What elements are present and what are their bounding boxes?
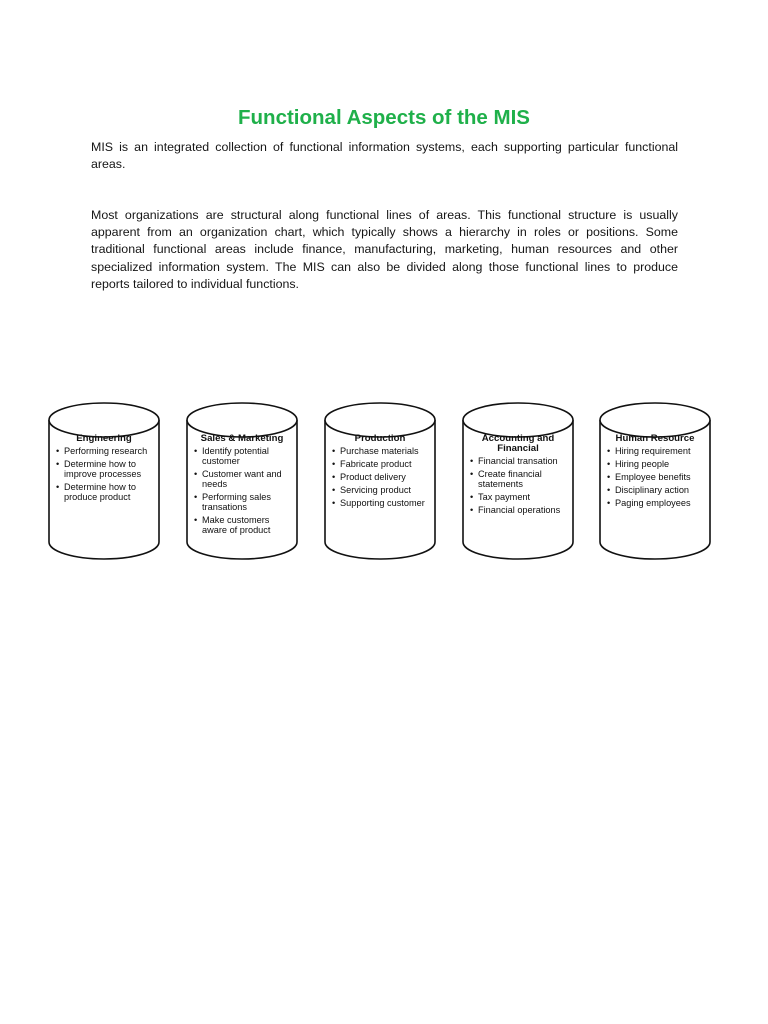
list-item: • Fabricate product	[328, 459, 432, 469]
list-item: • Disciplinary action	[603, 485, 707, 495]
list-item: • Performing research	[52, 446, 156, 456]
list-item: • Paging employees	[603, 498, 707, 508]
list-item: • Customer want and needs	[190, 469, 294, 489]
list-item: • Employee benefits	[603, 472, 707, 482]
list-item: • Product delivery	[328, 472, 432, 482]
list-item: • Performing sales transations	[190, 492, 294, 512]
cylinder-content	[190, 434, 294, 538]
list-item: • Make customers aware of product	[190, 515, 294, 535]
list-item: • Determine how to produce product	[52, 482, 156, 502]
intro-paragraph: MIS is an integrated collection of functional information systems, each supporting particular functional areas.	[91, 140, 678, 172]
cylinder-heading: Human Resource	[615, 433, 695, 444]
list-item: • Identify potential customer	[190, 446, 294, 466]
cylinder-engineering	[48, 402, 160, 560]
list-item: • Servicing product	[328, 485, 432, 495]
cylinder-heading: Production	[354, 433, 406, 444]
cylinder-list	[190, 446, 294, 535]
list-item: • Supporting customer	[328, 498, 432, 508]
cylinder-production	[324, 402, 436, 560]
list-item: • Tax payment	[466, 492, 570, 502]
cylinder-content	[328, 434, 432, 511]
cylinder-list	[328, 446, 432, 508]
cylinder-list	[603, 446, 707, 508]
list-item: • Financial operations	[466, 505, 570, 515]
cylinder-content	[603, 434, 707, 511]
list-item: • Determine how to improve processes	[52, 459, 156, 479]
list-item: • Hiring requirement	[603, 446, 707, 456]
cylinder-heading: Sales & Marketing	[200, 433, 284, 444]
cylinder-list	[52, 446, 156, 502]
list-item: • Financial transation	[466, 456, 570, 466]
body-paragraph: Most organizations are structural along functional lines of areas. This functional structure is usually apparent from an organization chart, which typically shows a hierarchy in roles or positions. Some traditional functional areas include finance, manufacturing, marketing, human resources and other specialized information system. The MIS can also be divided along those functional lines to produce reports tailored to individual functions.	[91, 208, 678, 291]
cylinder-heading: Engineering	[76, 433, 132, 444]
list-item: • Create financial statements	[466, 469, 570, 489]
cylinder-content	[52, 434, 156, 505]
page-title: Functional Aspects of the MIS	[238, 105, 530, 129]
list-item: • Hiring people	[603, 459, 707, 469]
list-item: • Purchase materials	[328, 446, 432, 456]
cylinder-accounting-and-financial	[462, 402, 574, 560]
cylinder-sales-marketing	[186, 402, 298, 560]
cylinder-list	[466, 456, 570, 515]
cylinder-heading: Accounting and Financial	[481, 433, 555, 454]
cylinder-content	[466, 434, 570, 518]
cylinder-human-resource	[599, 402, 711, 560]
